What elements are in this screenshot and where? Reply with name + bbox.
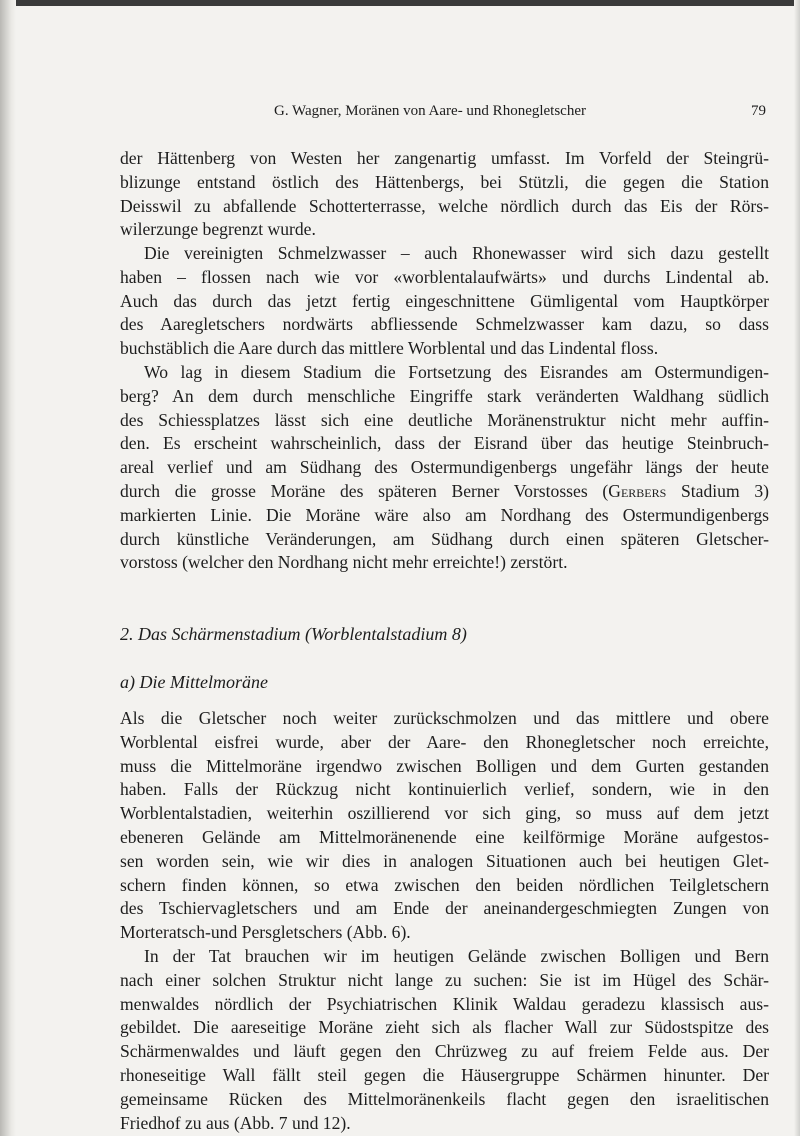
text-line: Schärmenwaldes und läuft gegen den Chrüzweg zu auf freiem Felde aus. Der <box>120 1041 769 1062</box>
running-head <box>118 103 770 125</box>
text-line: Worblental eisfrei wurde, aber der Aare- den Rhonegletscher noch erreichte, <box>120 731 769 752</box>
text-line: vorstoss (welcher den Nordhang nicht mehr erreichte!) zerstört. <box>120 552 568 573</box>
text-line: blizunge entstand östlich des Hättenbergs, bei Stützli, die gegen die Station <box>120 171 769 192</box>
text-line: durch künstliche Veränderungen, am Südhang durch einen späteren Gletscher- <box>120 528 769 549</box>
text-line: Auch das durch das jetzt fertig eingeschnittene Gümligental vom Hauptkörper <box>120 290 769 311</box>
text-line: Deisswil zu abfallende Schotterterrasse, welche nördlich durch das Eis der Rörs- <box>120 195 769 216</box>
paragraph-1 <box>120 147 769 242</box>
text-line: den. Es erscheint wahrscheinlich, dass der Eisrand über das heutige Steinbruch- <box>120 433 769 454</box>
text-line: schern finden können, so etwa zwischen den beiden nördlichen Teilgletschern <box>120 874 769 895</box>
text-line: In der Tat brauchen wir im heutigen Gelände zwischen Bolligen und Bern <box>144 946 769 966</box>
text-line: buchstäblich die Aare durch das mittlere Worblental und das Lindental floss. <box>120 338 659 359</box>
page-right-edge <box>794 0 800 1136</box>
text-line: rhoneseitige Wall fällt steil gegen die Häusergruppe Schärmen hinunter. Der <box>120 1064 769 1085</box>
text-line: markierten Linie. Die Moräne wäre also am Nordhang des Ostermundigenbergs <box>120 504 769 525</box>
text-line: der Hättenberg von Westen her zangenartig umfasst. Im Vorfeld der Steingrü- <box>120 148 769 168</box>
text-line: Morteratsch-und Persgletschers (Abb. 6). <box>120 922 411 943</box>
text-line: Worblentalstadien, weiterhin oszillierend vor sich ging, so muss auf dem jetzt <box>120 803 769 824</box>
text-line: Als die Gletscher noch weiter zurückschmolzen und das mittlere und obere <box>120 708 769 728</box>
text-line: des Tschiervagletschers und am Ende der aneinandergeschmiegten Zungen von <box>120 898 769 919</box>
text-line: areal verlief und am Südhang des Ostermundigenbergs ungefähr längs der heute <box>120 457 769 478</box>
text-line: haben. Falls der Rückzug nicht kontinuierlich verlief, sondern, wie in den <box>120 779 769 800</box>
paragraph-4 <box>120 707 769 945</box>
text-line: ebeneren Gelände am Mittelmoränenende eine keilförmige Moräne aufgestos- <box>120 826 769 847</box>
paragraph-5 <box>120 945 769 1135</box>
running-title: G. Wagner, Moränen von Aare- und Rhonegletscher <box>274 103 586 119</box>
book-gutter-shadow <box>0 0 16 1136</box>
text-line: wilerzunge begrenzt wurde. <box>120 219 316 240</box>
text-line: Friedhof zu aus (Abb. 7 und 12). <box>120 1112 351 1133</box>
text-segment: durch die grosse Moräne des späteren Berner Vorstosses ( <box>120 480 609 501</box>
text-line: Die vereinigten Schmelzwasser – auch Rhonewasser wird sich dazu gestellt <box>144 243 769 263</box>
text-line: gebildet. Die aareseitige Moräne zieht sich als flacher Wall zur Südostspitze des <box>120 1017 769 1038</box>
text-segment: Stadium 3) <box>666 480 769 501</box>
text-line <box>120 480 769 504</box>
text-line: Wo lag in diesem Stadium die Fortsetzung des Eisrandes am Ostermundigen- <box>144 362 769 382</box>
page-top-edge <box>0 0 800 6</box>
text-line: muss die Mittelmoräne irgendwo zwischen Bolligen und dem Gurten gestanden <box>120 755 769 776</box>
section-heading: 2. Das Schärmenstadium (Worblentalstadium 8) <box>120 624 467 644</box>
text-line: nach einer solchen Struktur nicht lange zu suchen: Sie ist im Hügel des Schär- <box>120 969 769 990</box>
author-smallcaps: Gerbers <box>608 480 667 501</box>
subsection-heading: a) Die Mittelmoräne <box>120 672 268 692</box>
text-line: gemeinsame Rücken des Mittelmoränenkeils flacht gegen den israelitischen <box>120 1088 769 1109</box>
text-line: haben – flossen nach wie vor «worblentalaufwärts» und durchs Lindental ab. <box>120 266 769 287</box>
paragraph-3 <box>120 361 769 575</box>
text-line: sen worden sein, wie wir dies in analogen Situationen auch bei heutigen Glet- <box>120 850 769 871</box>
text-line: des Schiessplatzes lässt sich eine deutliche Moränenstruktur nicht mehr auffin- <box>120 409 769 430</box>
paragraph-2 <box>120 242 769 361</box>
text-line: des Aaregletschers nordwärts abfliessende Schmelzwasser kam dazu, so dass <box>120 314 769 335</box>
text-line: berg? An dem durch menschliche Eingriffe stark veränderten Waldhang südlich <box>120 385 769 406</box>
text-line: menwaldes nördlich der Psychiatrischen Klinik Waldau geradezu klassisch aus- <box>120 993 769 1014</box>
page-number: 79 <box>751 103 766 119</box>
